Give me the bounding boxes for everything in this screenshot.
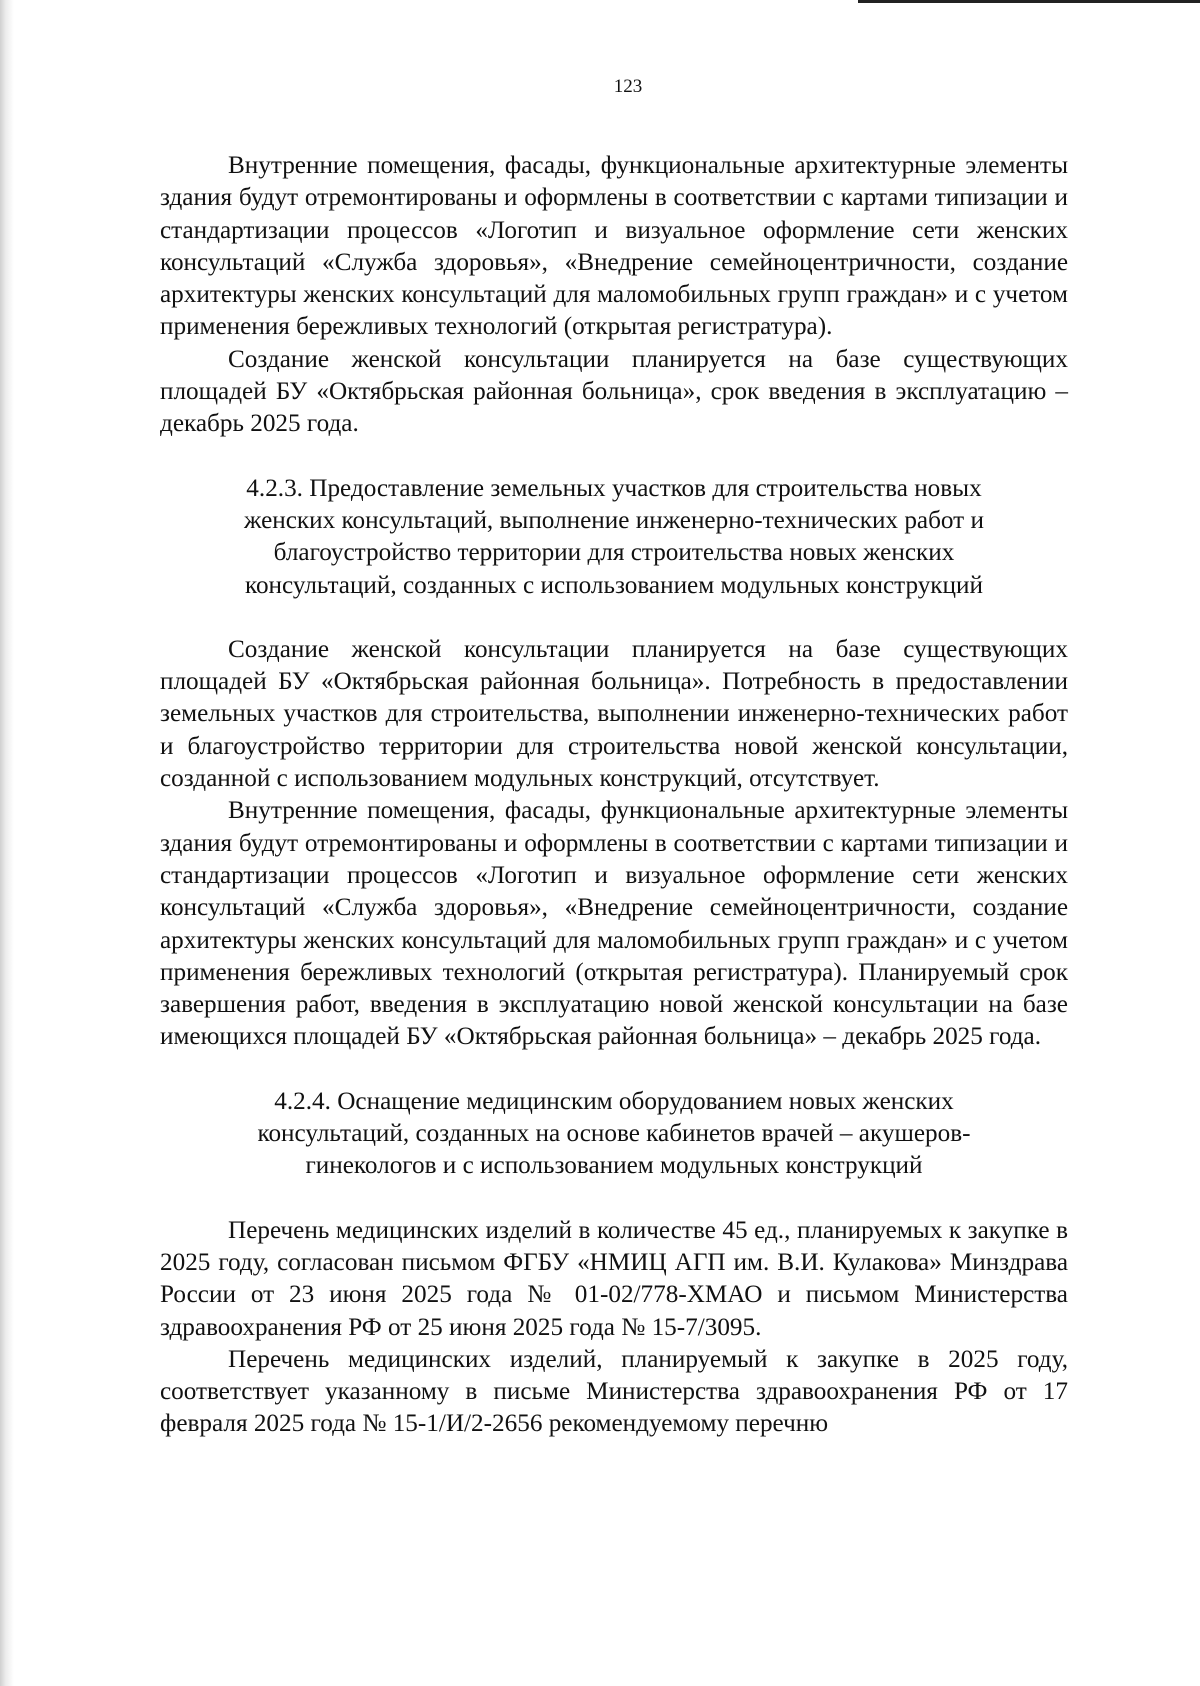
page-number: 123 [613,76,643,97]
heading-line: благоустройство территории для строительства новых женских [273,539,955,567]
heading-line: 4.2.4. Оснащение медицинским оборудованием новых женских [274,1087,954,1115]
heading-line: женских консультаций, выполнение инженерно-технических работ и [244,506,984,534]
paragraph-interior-renovation: Внутренние помещения, фасады, функциональные архитектурные элементы здания будут отремонтированы и оформлены в соответствии с картами типизации и стандартизации процессов «Логотип и визуальное оформление сети женских консультаций «Служба здоровья», «Внедрение семейноцентричности, создание архитектуры женских консультаций для маломобильных групп граждан» и с учетом применения бережливых технологий (открытая регистратура). [160,152,1068,341]
scan-edge [0,0,14,1686]
paragraph-interior-renovation-2: Внутренние помещения, фасады, функциональные архитектурные элементы здания будут отремонтированы и оформлены в соответствии с картами типизации и стандартизации процессов «Логотип и визуальное оформление сети женских консультаций «Служба здоровья», «Внедрение семейноцентричности, создание архитектуры женских консультаций для маломобильных групп граждан» и с учетом применения бережливых технологий (открытая регистратура). Планируемый срок завершения работ, введения в эксплуатацию новой женской консультации на базе имеющихся площадей БУ «Октябрьская районная больница» – декабрь 2025 года. [160,797,1068,1051]
paragraph-equipment-compliance: Перечень медицинских изделий, планируемый к закупке в 2025 году, соответствует указанному в письме Министерства здравоохранения РФ от 17 февраля 2025 года № 15-1/И/2-2656 рекомендуемому перечню [160,1345,1068,1438]
heading-line: консультаций, созданных на основе кабинетов врачей – акушеров- [257,1120,971,1148]
heading-line: консультаций, созданных с использованием модульных конструкций [245,571,983,599]
paragraph-land-plots: Создание женской консультации планируется на базе существующих площадей БУ «Октябрьская районная больница». Потребность в предоставлении земельных участков для строительства, выполнении инженерно-технических работ и благоустройство территории для строительства новой женской консультации, созданной с использованием модульных конструкций, отсутствует. [160,635,1068,793]
heading-line: 4.2.3. Предоставление земельных участков для строительства новых [246,474,982,502]
section-heading-4-2-4 [160,1086,1068,1183]
document-body [160,150,1068,1441]
paragraph-consultation-creation: Создание женской консультации планируется на базе существующих площадей БУ «Октябрьская районная больница», срок введения в эксплуатацию – декабрь 2025 года. [160,345,1068,438]
heading-line: гинекологов и с использованием модульных конструкций [305,1152,923,1180]
section-heading-4-2-3 [160,473,1068,602]
top-border-line [858,0,1200,3]
paragraph-equipment-list: Перечень медицинских изделий в количестве 45 ед., планируемых к закупке в 2025 году, согласован письмом ФГБУ «НМИЦ АГП им. В.И. Кулакова» Минздрава России от 23 июня 2025 года № 01-02/778-ХМАО и письмом Министерства здравоохранения РФ от 25 июня 2025 года № 15-7/3095. [160,1216,1068,1341]
